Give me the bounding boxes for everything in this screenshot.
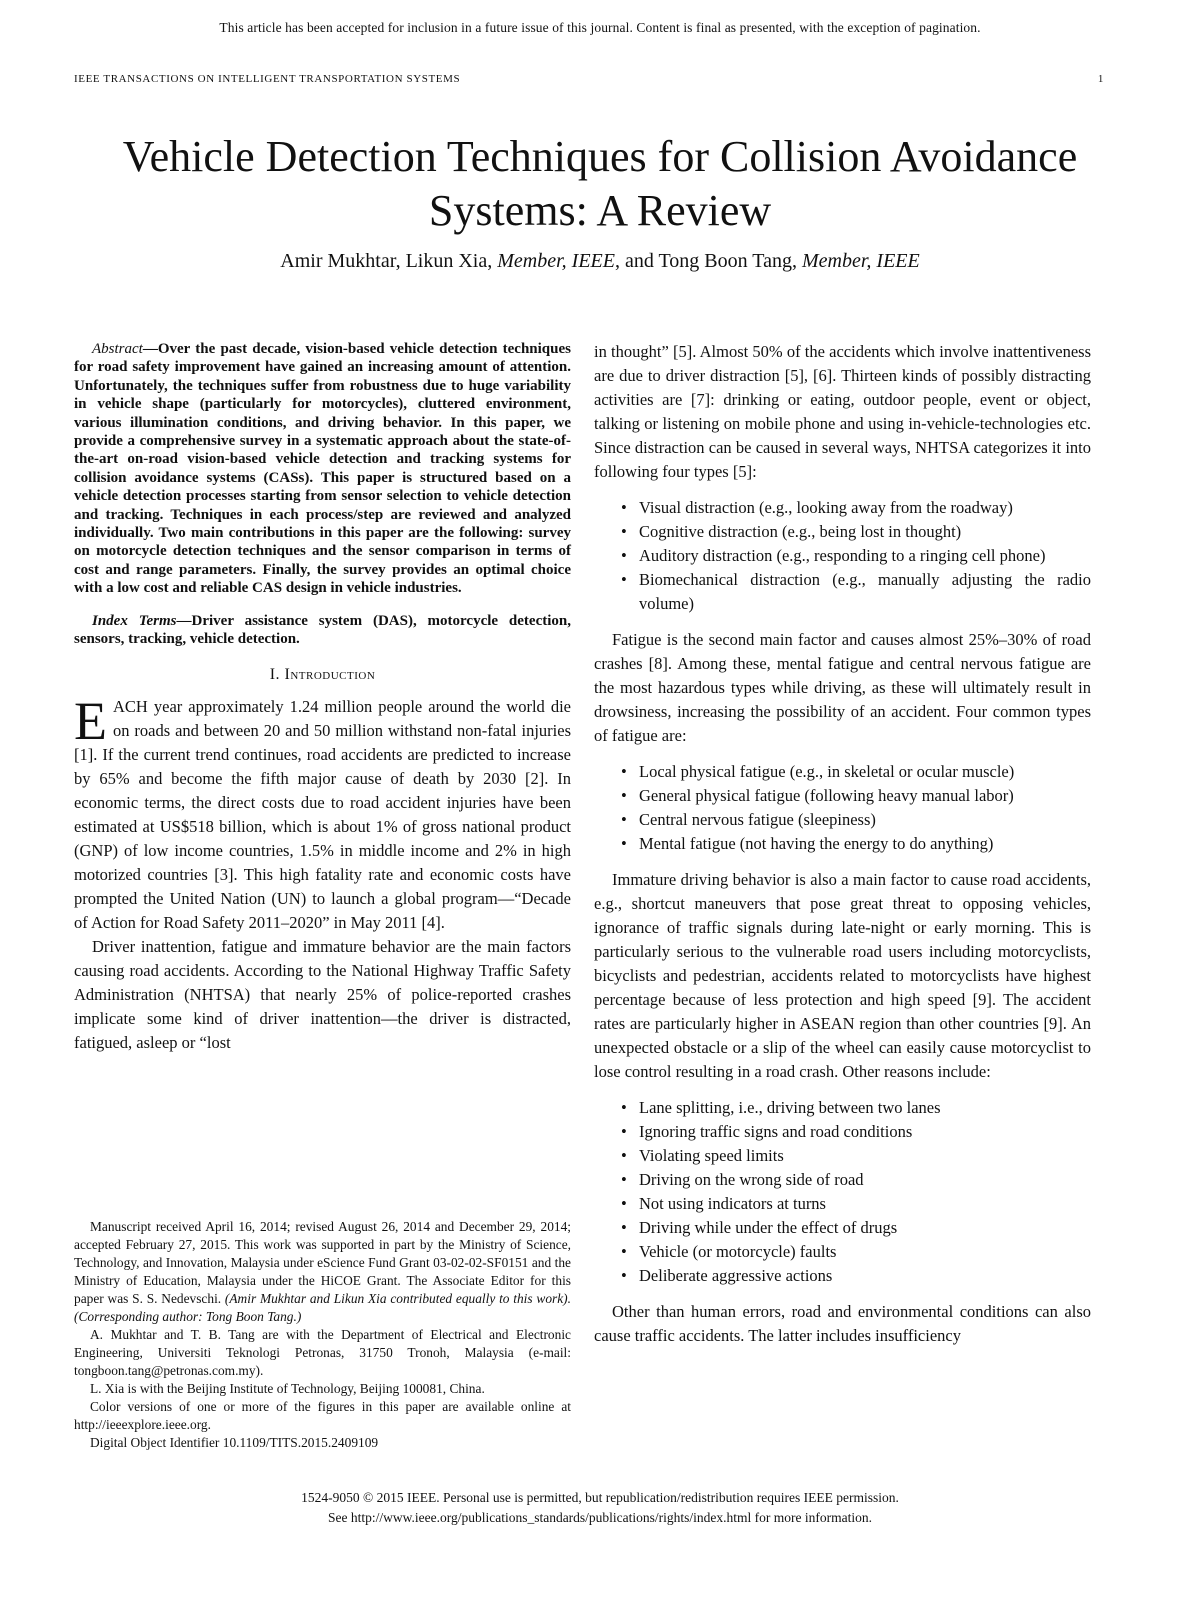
list-item: • Local physical fatigue (e.g., in skeletal or ocular muscle) <box>639 760 1091 784</box>
footnote-manuscript-note: (Amir Mukhtar and Likun Xia contributed equally to this work). (Corresponding author: Tong Boon Tang.) <box>74 1291 571 1324</box>
footnote-color-versions: Color versions of one or more of the figures in this paper are available online at http://ieeexplore.ieee.org. <box>74 1399 571 1432</box>
list-item: • Not using indicators at turns <box>639 1192 1091 1216</box>
list-item: • Violating speed limits <box>639 1144 1091 1168</box>
other-reasons-list <box>594 1096 1091 1288</box>
acceptance-notice: This article has been accepted for inclusion in a future issue of this journal. Content is final as presented, with the exception of pagination. <box>219 20 981 35</box>
author-membership-2: Member, IEEE <box>801 250 920 272</box>
abstract-text: —Over the past decade, vision-based vehicle detection techniques for road safety improvement have gained an increasing amount of attention. Unfortunately, the techniques suffer from robustness due to huge variability in vehicle shape (particularly for motorcycles), cluttered environment, various illumination conditions, and driving behavior. In this paper, we provide a comprehensive survey in a systematic approach about the state-of-the-art on-road vision-based vehicle detection and tracking systems for collision avoidance systems (CASs). This paper is structured based on a vehicle detection processes starting from sensor selection to vehicle detection and tracking. Techniques in each process/step are reviewed and analyzed individually. Two main contributions in this paper are the following: survey on motorcycle detection techniques and the sensor comparison in terms of cost and range parameters. Finally, the survey provides an optimal choice with a low cost and reliable CAS design in vehicle industries. <box>74 341 571 597</box>
copyright-footer <box>0 1488 1200 1528</box>
list-item: • Lane splitting, i.e., driving between two lanes <box>639 1096 1091 1120</box>
author-names-2: , and Tong Boon Tang, <box>614 250 802 272</box>
right-column <box>594 340 1091 1348</box>
list-item: • Deliberate aggressive actions <box>639 1264 1091 1288</box>
continued-paragraph: in thought” [5]. Almost 50% of the accidents which involve inattentiveness are due to driver distraction [5], [6]. Thirteen kinds of possibly distracting activities are [7]: drinking or eating, outdoor people, event or object, talking or listening on mobile phone and using in-vehicle-technologies etc. Since distraction can be caused in several ways, NHTSA categorizes it into following four types [5]: <box>594 342 1091 481</box>
footnote-doi: Digital Object Identifier 10.1109/TITS.2015.2409109 <box>90 1435 379 1450</box>
list-item: • Cognitive distraction (e.g., being lost in thought) <box>639 520 1091 544</box>
list-item: • Ignoring traffic signs and road conditions <box>639 1120 1091 1144</box>
author-names-1: Amir Mukhtar, Likun Xia, <box>280 250 498 272</box>
list-item: • Vehicle (or motorcycle) faults <box>639 1240 1091 1264</box>
intro-paragraph-1-text: ACH year approximately 1.24 million people around the world die on roads and between 20 and 50 million withstand non-fatal injuries [1]. If the current trend continues, road accidents are predicted to increase by 65% and become the fifth major cause of death by 2030 [2]. In economic terms, the direct costs due to road accident injuries have been estimated at US$518 billion, which is about 1% of gross national product (GNP) of low income countries, 1.5% in middle income and 2% in high motorized countries [3]. This high fatality rate and economic costs have prompted the United Nation (UN) to launch a global program—“Decade of Action for Road Safety 2011–2020” in May 2011 [4]. <box>74 696 571 932</box>
footnote-manuscript <box>74 1218 571 1326</box>
index-terms-label: Index Terms <box>92 612 177 629</box>
list-item: • Central nervous fatigue (sleepiness) <box>639 808 1091 832</box>
list-item: • Visual distraction (e.g., looking away from the roadway) <box>639 496 1091 520</box>
page-number: 1 <box>1097 73 1104 85</box>
journal-name: IEEE TRANSACTIONS ON INTELLIGENT TRANSPORTATION SYSTEMS <box>74 73 461 85</box>
footnote-block <box>74 1218 571 1452</box>
list-item: • Biomechanical distraction (e.g., manually adjusting the radio volume) <box>639 568 1091 616</box>
abstract <box>74 340 571 598</box>
fatigue-paragraph: Fatigue is the second main factor and causes almost 25%–30% of road crashes [8]. Among these, mental fatigue and central nervous fatigue are the most hazardous types while driving, as these will ultimately result in drowsiness, increasing the possibility of an accident. Four common types of fatigue are: <box>594 630 1091 745</box>
index-terms-text: —Driver assistance system (DAS), motorcycle detection, sensors, tracking, vehicle detection. <box>74 612 571 648</box>
drop-cap: E <box>74 690 107 751</box>
rights-link-line: See http://www.ieee.org/publications_standards/publications/rights/index.html for more information. <box>327 1510 873 1525</box>
environment-paragraph: Other than human errors, road and environmental conditions can also cause traffic accidents. The latter includes insufficiency <box>594 1302 1091 1345</box>
list-item: • Auditory distraction (e.g., responding to a ringing cell phone) <box>639 544 1091 568</box>
author-line <box>80 250 1120 273</box>
intro-paragraph-1 <box>74 690 571 935</box>
copyright-line: 1524-9050 © 2015 IEEE. Personal use is permitted, but republication/redistribution requires IEEE permission. <box>301 1490 899 1505</box>
list-item: • Driving while under the effect of drugs <box>639 1216 1091 1240</box>
footnote-affiliation-1: A. Mukhtar and T. B. Tang are with the Department of Electrical and Electronic Engineering, Universiti Teknologi Petronas, 31750 Tronoh, Malaysia (e-mail: tongboon.tang@petronas.com.my). <box>74 1327 571 1378</box>
author-membership-1: Member, IEEE <box>497 250 615 272</box>
left-column <box>74 340 571 1055</box>
section-heading: I. Introduction <box>269 665 376 683</box>
immature-behavior-paragraph: Immature driving behavior is also a main factor to cause road accidents, e.g., shortcut maneuvers that pose great threat to opposing vehicles, ignorance of traffic signals during late-night or early morning. This is particularly serious to the vulnerable road users including motorcyclists, bicyclists and pedestrian, accidents related to motorcyclists have highest percentage because of less protection and high speed [9]. The accident rates are particularly higher in ASEAN region than other countries [9]. An unexpected obstacle or a slip of the wheel can easily cause motorcyclist to lose control resulting in a road crash. Other reasons include: <box>594 870 1091 1081</box>
list-item: • Mental fatigue (not having the energy to do anything) <box>639 832 1091 856</box>
intro-paragraph-2: Driver inattention, fatigue and immature behavior are the main factors causing road accidents. According to the National Highway Traffic Safety Administration (NHTSA) that nearly 25% of police-reported crashes implicate some kind of driver inattention—the driver is distracted, fatigued, asleep or “lost <box>74 936 571 1052</box>
index-terms <box>74 612 571 649</box>
paper-title: Vehicle Detection Techniques for Collision Avoidance Systems: A Review <box>122 132 1078 235</box>
distraction-list <box>594 496 1091 616</box>
list-item: • Driving on the wrong side of road <box>639 1168 1091 1192</box>
footnote-affiliation-2: L. Xia is with the Beijing Institute of Technology, Beijing 100081, China. <box>90 1381 485 1396</box>
abstract-label: Abstract <box>92 341 143 357</box>
fatigue-list <box>594 760 1091 856</box>
list-item: • General physical fatigue (following heavy manual labor) <box>639 784 1091 808</box>
running-header <box>74 73 1104 85</box>
footnote-manuscript-text: Manuscript received April 16, 2014; revised August 26, 2014 and December 29, 2014; accepted February 27, 2015. This work was supported in part by the Ministry of Science, Technology, and Innovation, Malaysia under eScience Fund Grant 03-02-02-SF0151 and the Ministry of Education, Malaysia under the HiCOE Grant. The Associate Editor for this paper was S. S. Nedevschi. <box>74 1219 571 1306</box>
